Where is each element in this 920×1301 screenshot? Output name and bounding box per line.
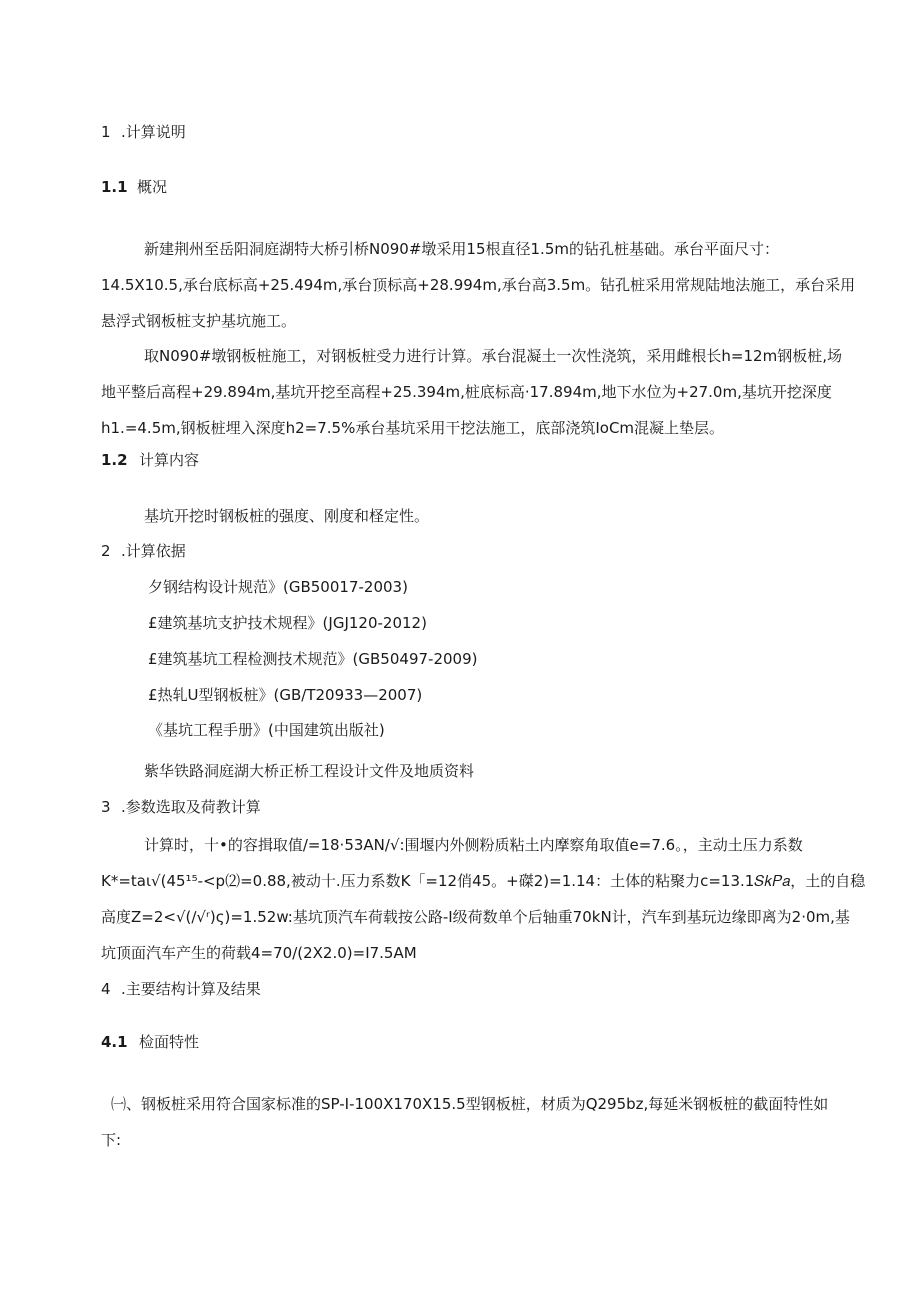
reference-item: 《基坑工程手册》(中国建筑出版社): [148, 721, 385, 739]
text-line: K*=taι√(45¹⁵-<p⑵=0.88,被动十.压力系数K「=12俏45。+磔2)=1.14：土体的粘聚力c=13.1𝑆𝑘𝑃𝑎，土的自稳: [101, 872, 866, 890]
section-3-heading: [101, 796, 261, 817]
text-line: 计算时，十•的容揖取值/=18·53AN/√:围堰内外侧粉质粘土内摩察角取值e=7.6。，主动土压力系数: [144, 836, 803, 854]
text-line: ㈠、钢板桩采用符合国家标准的SP-I-100X170X15.5型钢板桩，材质为Q295bz,每延米钢板桩的截面特性如: [111, 1095, 829, 1113]
text-line: 地平整后高程+29.894m,基坑开挖至高程+25.394m,桩底标高·17.894m,地下水位为+27.0m,基坑开挖深度: [101, 383, 832, 401]
paragraph-overview-2: [101, 338, 842, 446]
reference-item: £建筑基坑工程检测技术规范》(GB50497-2009): [148, 650, 478, 668]
text-line: 高度Z=2<√(∕√ʳ)ς)=1.52w:基坑顶汽车荷载按公路-I级荷数单个后轴重70kN计，汽车到基玩边缘即离为2·0m,基: [101, 908, 850, 926]
section-1-heading: [101, 121, 186, 142]
section-title: .计算依据: [121, 542, 186, 560]
section-4-heading: [101, 978, 261, 999]
section-number: 2: [101, 542, 111, 560]
text-line: 坑顶面汽车产生的荷载4=70/(2X2.0)=I7.5AM: [101, 944, 417, 962]
section-number: 1: [101, 123, 111, 141]
section-4-1-heading: [101, 1031, 199, 1052]
section-title: 检面特性: [139, 1033, 200, 1051]
text-line: 悬浮式钢板桩支护基坑施工。: [101, 312, 297, 330]
paragraph-overview-1: [101, 231, 855, 339]
text-line: 取N090#墩钢板桩施工，对钢板桩受力进行计算。承台混凝土一次性浇筑，采用雌根长h=12m钢板桩,场: [144, 347, 842, 365]
text-line: 下:: [101, 1131, 122, 1149]
section-number: 4.1: [101, 1033, 128, 1051]
section-title: .主要结构计算及结果: [121, 980, 261, 998]
text-line: 新建荆州至岳阳洞庭湖特大桥引桥N090#墩采用15根直径1.5m的钻孔桩基础。承台平面尺寸：: [144, 240, 779, 258]
section-title: .计算说明: [121, 123, 186, 141]
reference-item: 夕钢结构设计规范》(GB50017-2003): [148, 578, 408, 596]
reference-item: £建筑基坑支护技术规程》(JGJ120-2012): [148, 614, 427, 632]
text-line: 14.5X10.5,承台底标高+25.494m,承台顶标高+28.994m,承台高3.5m。钻孔桩采用常规陆地法施工，承台采用: [101, 276, 856, 294]
text-line: h1.=4.5m,钢板桩埋入深度h2=7.5%承台基坑采用干挖法施工，底部浇筑IoCm混凝上垫层。: [101, 419, 725, 437]
section-title: 概况: [137, 178, 168, 196]
reference-item: £热轧U型钢板桩》(GB/T20933—2007): [148, 686, 423, 704]
section-title: 计算内容: [139, 451, 200, 469]
section-1-2-heading: [101, 449, 199, 470]
section-2-heading: [101, 540, 186, 561]
section-title: .参数选取及荷教计算: [121, 798, 261, 816]
section-number: 1.1: [101, 178, 128, 196]
paragraph-calc-content: 基坑开挖时钢板桩的强度、刚度和柽定性。: [144, 507, 430, 525]
paragraph-parameters: [101, 827, 865, 971]
paragraph-section-properties: [101, 1086, 828, 1158]
reference-extra: 紫华铁路洞庭湖大桥正桥工程设计文件及地质资料: [144, 762, 475, 780]
section-number: 1.2: [101, 451, 128, 469]
section-1-1-heading: [101, 176, 167, 197]
section-number: 4: [101, 980, 111, 998]
section-number: 3: [101, 798, 111, 816]
